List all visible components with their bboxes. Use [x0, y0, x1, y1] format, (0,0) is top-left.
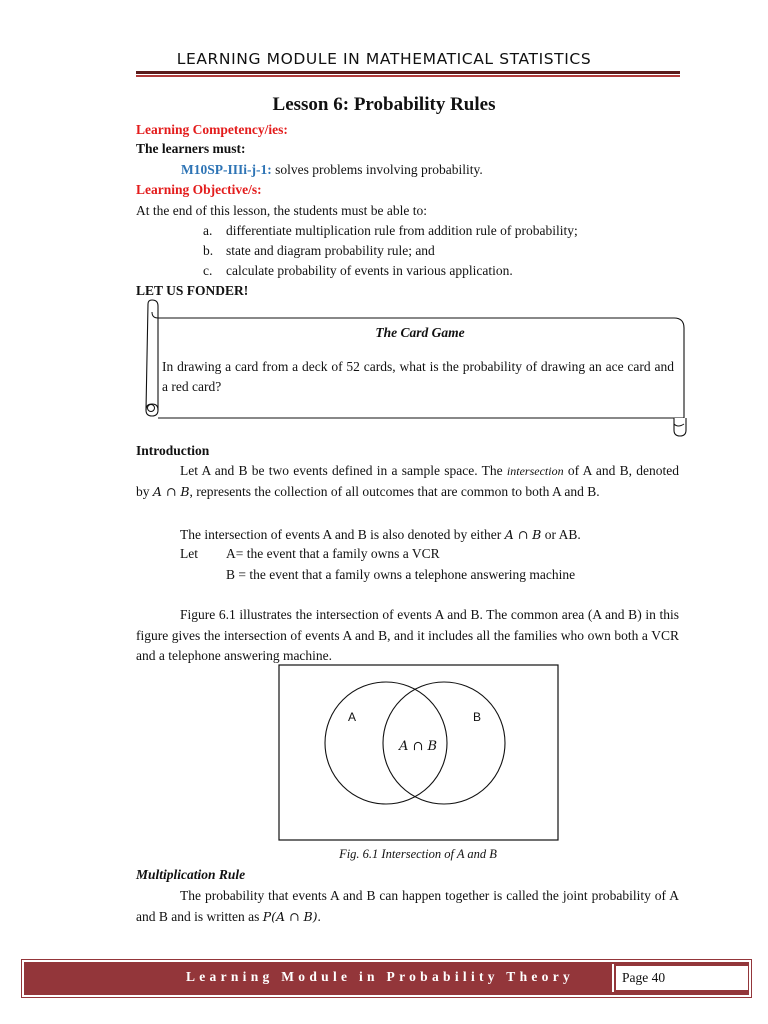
objective-marker: a. — [203, 223, 213, 238]
multiplication-heading: Multiplication Rule — [136, 867, 246, 882]
intro-p1-text-c: , represents the collection of all outcomes that are common to both A and B. — [189, 483, 600, 499]
venn-label-a: A — [348, 710, 357, 724]
multiplication-math: P(A ∩ B) — [262, 908, 318, 924]
event-a-definition: A= the event that a family owns a VCR — [226, 546, 440, 561]
learners-must-label: The learners must: — [136, 141, 246, 156]
objective-item: calculate probability of events in various application. — [226, 263, 513, 278]
header-rule-accent — [136, 75, 680, 77]
objective-marker: b. — [203, 243, 214, 258]
intro-paragraph-1 — [136, 461, 679, 502]
intro-p2-text-b: or AB. — [541, 527, 581, 542]
figure-caption: Fig. 6.1 Intersection of A and B — [339, 847, 497, 861]
scroll-title: The Card Game — [375, 325, 465, 340]
intro-paragraph-2 — [180, 526, 581, 544]
let-label: Let — [180, 546, 198, 561]
objective-item: state and diagram probability rule; and — [226, 243, 435, 258]
venn-label-intersection: A ∩ B — [399, 739, 438, 754]
multiplication-text-a: The probability that events A and B can happen together is called the joint probability of A and B and is written as — [136, 888, 679, 924]
objective-marker: c. — [203, 263, 213, 278]
lesson-title: Lesson 6: Probability Rules — [272, 94, 496, 115]
multiplication-paragraph — [136, 886, 679, 927]
footer-divider — [612, 964, 614, 992]
intro-p2-text-a: The intersection of events A and B is also denoted by either — [180, 527, 505, 542]
competency-code: M10SP-IIIi-j-1: — [181, 162, 272, 177]
header-rule — [136, 71, 680, 74]
competency-text: solves problems involving probability. — [275, 162, 483, 177]
competency-line — [181, 161, 483, 179]
venn-label-b: B — [473, 710, 482, 724]
intro-p1-text-b: of A and B, denoted by — [136, 463, 679, 499]
objective-item: differentiate multiplication rule from addition rule of probability; — [226, 223, 578, 238]
event-b-definition: B = the event that a family owns a telephone answering machine — [226, 567, 576, 582]
footer-module-title: Learning Module in Probability Theory — [185, 969, 575, 984]
scroll-question: In drawing a card from a deck of 52 cards, what is the probability of drawing an ace card and a red card? — [162, 359, 674, 394]
multiplication-text-b: . — [317, 908, 321, 924]
intro-p1-text-a: Let A and B be two events defined in a sample space. The — [180, 463, 507, 478]
intro-p1-italic: intersection — [506, 464, 564, 478]
ponder-heading: LET US FONDER! — [136, 283, 249, 298]
objective-intro: At the end of this lesson, the students must be able to: — [136, 203, 427, 218]
module-header-title: LEARNING MODULE IN MATHEMATICAL STATISTICS — [176, 50, 592, 68]
introduction-heading: Introduction — [136, 443, 210, 458]
intro-p2-math: A ∩ B — [504, 527, 542, 542]
page-number: Page 40 — [616, 966, 748, 990]
intro-p1-math: A ∩ B — [152, 483, 190, 499]
objective-heading: Learning Objective/s: — [136, 182, 262, 197]
intro-paragraph-3: Figure 6.1 illustrates the intersection of events A and B. The common area (A and B) in this figure gives the intersection of events A and B, and it includes all the families who own both a VCR and a telephone answering machine. — [136, 607, 679, 663]
competency-heading: Learning Competency/ies: — [136, 122, 288, 137]
